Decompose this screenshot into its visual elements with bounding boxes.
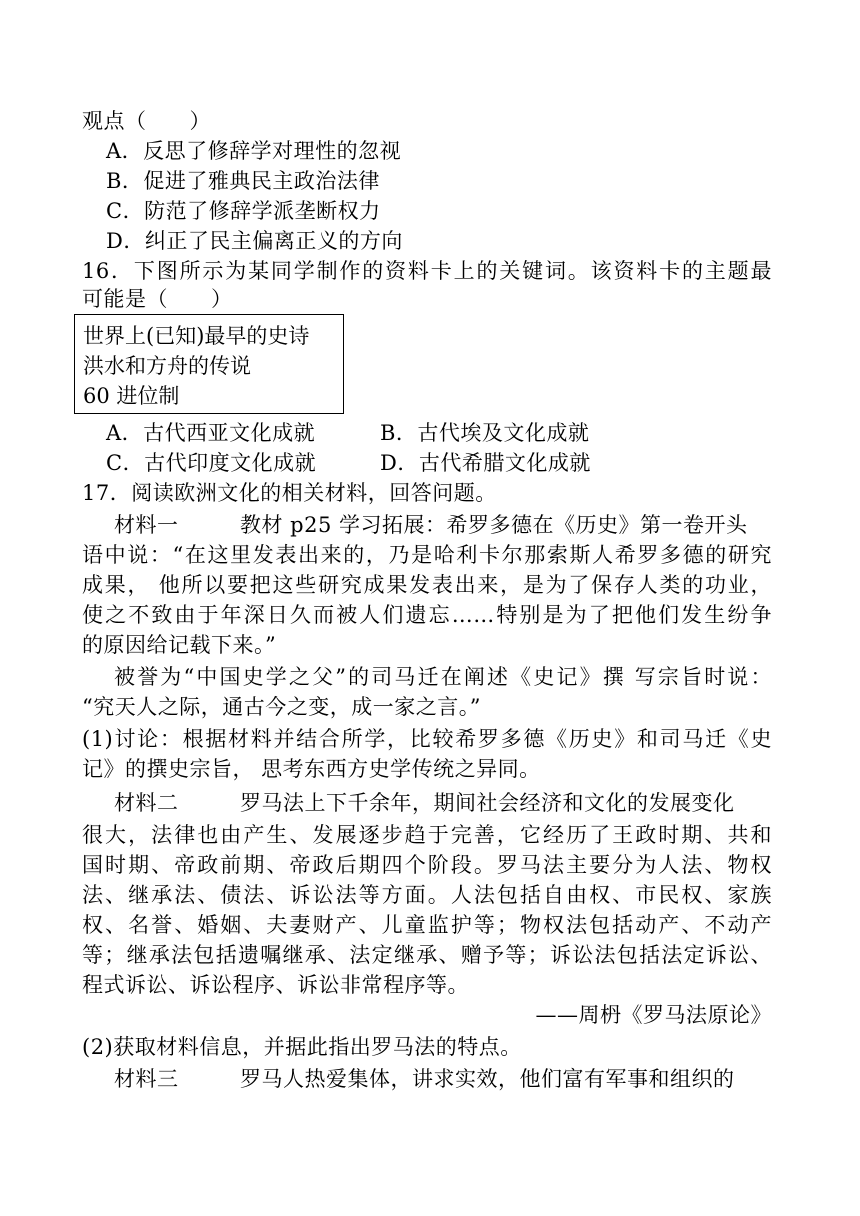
material-3-line-1: 罗马人热爱集体，讲求实效，他们富有军事和组织的 (240, 1067, 735, 1091)
material-2-line-2: 很大，法律也由产生、发展逐步趋于完善，它经历了王政时期、共和 (82, 823, 772, 847)
material-1-line-1: 教材 p25 学习拓展：希罗多德在《历史》第一卷开头 (240, 513, 748, 537)
material-1-line-2: 语中说：“在这里发表出来的，乃是哈利卡尔那索斯人希罗多德的研究 (82, 543, 772, 567)
q15-option-a: A．反思了修辞学对理性的忽视 (106, 139, 402, 163)
material-2-label: 材料二 (114, 791, 179, 815)
material-2-line-4: 法、继承法、债法、诉讼法等方面。人法包括自由权、市民权、家族 (82, 883, 772, 907)
keyword-card-line-2: 洪水和方舟的传说 (83, 354, 251, 378)
material-2-line-1: 罗马法上下千余年，期间社会经济和文化的发展变化 (240, 791, 735, 815)
material-2-line-7: 程式诉讼、诉讼程序、诉讼非常程序等。 (82, 973, 469, 997)
sub-question-1-line-2: 记》的撰史宗旨， 思考东西方史学传统之异同。 (82, 757, 541, 781)
sub-question-1-line-1: (1)讨论：根据材料并结合所学，比较希罗多德《历史》和司马迁《史 (82, 727, 772, 751)
material-1b-line-2: “究天人之际，通古今之变，成一家之言。” (82, 695, 481, 719)
q17-stem: 17．阅读欧洲文化的相关材料，回答问题。 (82, 481, 497, 505)
material-1-first-line (114, 510, 748, 540)
q16-option-c: C．古代印度文化成就 (106, 451, 317, 475)
material-3-first-line (114, 1064, 735, 1094)
q15-stem-tail: 观点（ ） (82, 109, 211, 133)
material-1-label: 材料一 (114, 513, 179, 537)
q15-option-d: D．纠正了民主偏离正义的方向 (106, 229, 403, 253)
q15-option-c: C．防范了修辞学派垄断权力 (106, 199, 381, 223)
material-2-source: ——周枬《罗马法原论》 (535, 1003, 772, 1027)
keyword-card-line-1: 世界上(已知)最早的史诗 (83, 324, 310, 348)
material-1-line-4: 使之不致由于年深日久而被人们遗忘……特别是为了把他们发生纷争 (82, 603, 772, 627)
keyword-card-line-3: 60 进位制 (83, 384, 180, 408)
material-2-line-5: 权、名誉、婚姻、夫妻财产、儿童监护等；物权法包括动产、不动产 (82, 913, 772, 937)
material-1-line-3: 成果， 他所以要把这些研究成果发表出来，是为了保存人类的功业， (82, 573, 772, 597)
material-2-first-line (114, 788, 735, 818)
material-1b-line-1: 被誉为“中国史学之父”的司马迁在阐述《史记》撰 写宗旨时说： (114, 665, 772, 689)
q16-option-d: D．古代希腊文化成就 (380, 451, 591, 475)
material-3-label: 材料三 (114, 1067, 179, 1091)
material-1-line-5: 的原因给记载下来。” (82, 633, 277, 657)
q15-option-b: B．促进了雅典民主政治法律 (106, 169, 380, 193)
q16-option-b: B．古代埃及文化成就 (380, 421, 590, 445)
q16-stem-line1: 16．下图所示为某同学制作的资料卡上的关键词。该资料卡的主题最 (82, 259, 772, 283)
q16-stem-line2: 可能是（ ） (82, 287, 233, 311)
material-2-line-3: 国时期、帝政前期、帝政后期四个阶段。罗马法主要分为人法、物权 (82, 853, 772, 877)
sub-question-2: (2)获取材料信息，并据此指出罗马法的特点。 (82, 1035, 522, 1059)
q16-option-a: A．古代西亚文化成就 (106, 421, 316, 445)
material-2-line-6: 等；继承法包括遗嘱继承、法定继承、赠予等；诉讼法包括法定诉讼、 (82, 943, 772, 967)
keyword-card (74, 314, 344, 414)
